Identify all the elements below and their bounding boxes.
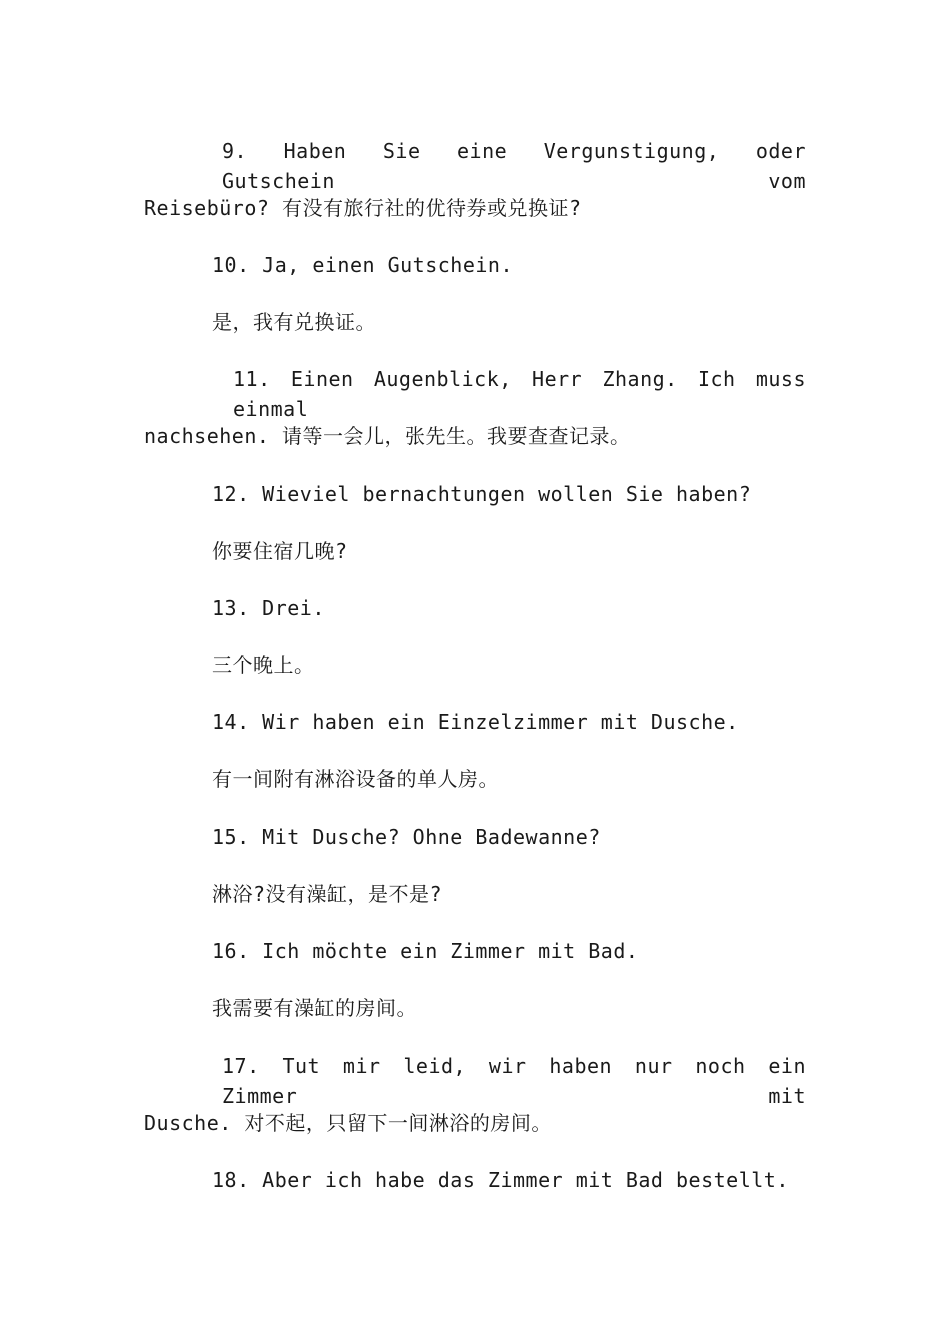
line-16-de: 16. Ich möchte ein Zimmer mit Bad. bbox=[212, 939, 639, 963]
line-12-de: 12. Wieviel bernachtungen wollen Sie haben? bbox=[212, 482, 752, 506]
line-12-zh: 你要住宿几晚? bbox=[212, 539, 348, 563]
line-13-zh: 三个晚上。 bbox=[212, 653, 315, 677]
line-9-de: 9. Haben Sie eine Vergunstigung, oder Gutschein vom bbox=[222, 139, 806, 193]
line-16-zh: 我需要有澡缸的房间。 bbox=[212, 996, 417, 1020]
line-14-zh: 有一间附有淋浴设备的单人房。 bbox=[212, 767, 499, 791]
line-15-de: 15. Mit Dusche? Ohne Badewanne? bbox=[212, 825, 601, 849]
line-11-de: 11. Einen Augenblick, Herr Zhang. Ich muss einmal bbox=[233, 367, 806, 421]
line-17-de: 17. Tut mir leid, wir haben nur noch ein Zimmer mit bbox=[222, 1054, 806, 1108]
line-13-de: 13. Drei. bbox=[212, 596, 325, 620]
line-14-de: 14. Wir haben ein Einzelzimmer mit Dusche. bbox=[212, 710, 739, 734]
line-10-zh: 是，我有兑换证。 bbox=[212, 310, 376, 334]
line-11-zh: nachsehen. 请等一会儿，张先生。我要查查记录。 bbox=[144, 424, 631, 448]
line-17-zh: Dusche. 对不起，只留下一间淋浴的房间。 bbox=[144, 1111, 552, 1135]
line-9-zh: Reisebüro? 有没有旅行社的优待券或兑换证? bbox=[144, 196, 582, 220]
line-15-zh: 淋浴?没有澡缸，是不是? bbox=[212, 882, 443, 906]
line-10-de: 10. Ja, einen Gutschein. bbox=[212, 253, 513, 277]
line-18-de: 18. Aber ich habe das Zimmer mit Bad bestellt. bbox=[212, 1168, 789, 1192]
